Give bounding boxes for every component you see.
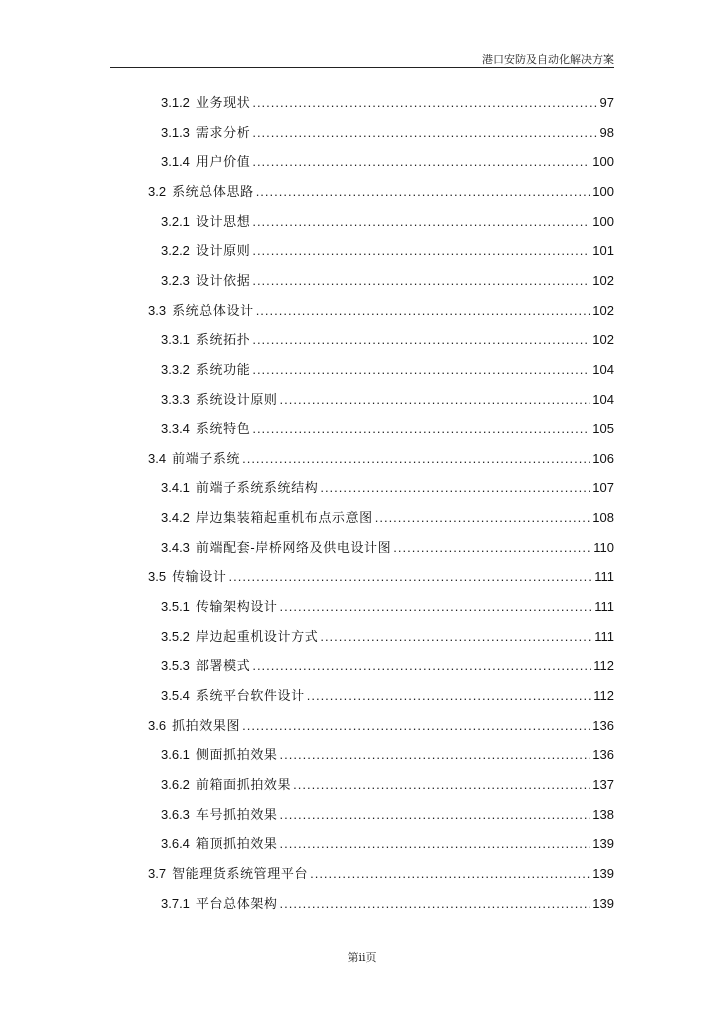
toc-entry-number: 3.2 <box>148 184 167 199</box>
toc-entry-title: 前端子系统 <box>172 451 241 466</box>
toc-entry[interactable] <box>161 834 614 854</box>
toc-dot-leader <box>307 686 592 706</box>
toc-entry[interactable] <box>148 567 614 587</box>
toc-entry-number: 3.2.1 <box>161 214 190 229</box>
toc-entry-title: 传输架构设计 <box>195 599 278 614</box>
toc-entry-number: 3.3.2 <box>161 362 190 377</box>
toc-dot-leader <box>252 123 597 143</box>
toc-entry-page: 139 <box>592 836 614 851</box>
toc-entry-page: 138 <box>592 807 614 822</box>
toc-entry-title: 系统总体设计 <box>172 303 254 318</box>
toc-entry-number: 3.4.3 <box>161 540 190 555</box>
toc-entry[interactable] <box>161 212 614 232</box>
toc-entry[interactable] <box>161 805 614 825</box>
toc-dot-leader <box>252 360 590 380</box>
toc-dot-leader <box>252 656 591 676</box>
toc-entry[interactable] <box>161 241 614 261</box>
toc-entry-title: 智能理货系统管理平台 <box>172 866 309 881</box>
toc-entry-page: 102 <box>592 332 614 347</box>
toc-entry-title: 需求分析 <box>195 125 251 140</box>
toc-dot-leader <box>252 241 590 261</box>
toc-entry-title: 传输设计 <box>172 569 227 584</box>
toc-entry[interactable] <box>161 538 614 558</box>
toc-entry-title: 车号抓拍效果 <box>195 807 278 822</box>
toc-entry[interactable] <box>161 390 614 410</box>
toc-dot-leader <box>252 93 597 113</box>
toc-dot-leader <box>280 597 593 617</box>
toc-entry-title: 前端配套-岸桥网络及供电设计图 <box>195 540 392 555</box>
toc-entry[interactable] <box>161 775 614 795</box>
toc-entry-page: 136 <box>592 747 614 762</box>
toc-entry[interactable] <box>161 123 614 143</box>
toc-dot-leader <box>252 152 590 172</box>
toc-entry-number: 3.3.4 <box>161 421 190 436</box>
toc-entry-page: 136 <box>592 718 614 733</box>
toc-entry-title: 前箱面抓拍效果 <box>195 777 292 792</box>
toc-dot-leader <box>393 538 591 558</box>
toc-entry[interactable] <box>161 627 614 647</box>
toc-entry-number: 3.5.3 <box>161 658 190 673</box>
toc-entry[interactable] <box>161 152 614 172</box>
toc-entry-page: 112 <box>593 688 614 703</box>
toc-entry[interactable] <box>161 745 614 765</box>
toc-dot-leader <box>280 745 591 765</box>
toc-entry-number: 3.6.3 <box>161 807 190 822</box>
toc-entry[interactable] <box>148 864 614 884</box>
toc-entry-title: 系统设计原则 <box>195 392 278 407</box>
toc-entry[interactable] <box>148 716 614 736</box>
toc-entry-page: 105 <box>592 421 614 436</box>
toc-entry-title: 系统平台软件设计 <box>195 688 305 703</box>
toc-entry-title: 部署模式 <box>195 658 251 673</box>
toc-entry[interactable] <box>161 656 614 676</box>
toc-entry-number: 3.6.1 <box>161 747 190 762</box>
toc-entry-page: 100 <box>592 184 614 199</box>
toc-entry-page: 102 <box>592 303 614 318</box>
toc-dot-leader <box>242 716 590 736</box>
toc-dot-leader <box>280 834 591 854</box>
toc-entry-page: 98 <box>599 125 614 140</box>
toc-entry-number: 3.3.3 <box>161 392 190 407</box>
toc-entry-number: 3.3 <box>148 303 167 318</box>
toc-dot-leader <box>242 449 590 469</box>
toc-entry-page: 139 <box>592 866 614 881</box>
toc-entry-number: 3.1.3 <box>161 125 190 140</box>
toc-entry-page: 111 <box>594 599 614 614</box>
toc-entry-title: 设计思想 <box>195 214 251 229</box>
page-number-footer: 第ii页 <box>347 951 377 964</box>
toc-entry-number: 3.4.2 <box>161 510 190 525</box>
toc-entry-title: 平台总体架构 <box>195 896 278 911</box>
toc-entry-title: 系统总体思路 <box>172 184 254 199</box>
toc-dot-leader <box>252 330 590 350</box>
toc-dot-leader <box>280 805 591 825</box>
toc-dot-leader <box>320 627 592 647</box>
toc-entry-page: 107 <box>592 480 614 495</box>
toc-entry[interactable] <box>161 894 614 914</box>
toc-entry-page: 111 <box>594 569 614 584</box>
toc-entry-number: 3.4.1 <box>161 480 190 495</box>
toc-entry-title: 设计依据 <box>195 273 251 288</box>
toc-entry[interactable] <box>161 508 614 528</box>
toc-entry-title: 岸边集装箱起重机布点示意图 <box>195 510 373 525</box>
toc-dot-leader <box>375 508 591 528</box>
toc-entry-title: 用户价值 <box>195 154 251 169</box>
toc-entry-page: 106 <box>592 451 614 466</box>
toc-dot-leader <box>280 894 591 914</box>
toc-dot-leader <box>280 390 591 410</box>
toc-entry-page: 139 <box>592 896 614 911</box>
toc-dot-leader <box>256 182 591 202</box>
toc-entry-page: 112 <box>593 658 614 673</box>
toc-entry-number: 3.6.2 <box>161 777 190 792</box>
toc-entry-number: 3.6.4 <box>161 836 190 851</box>
toc-entry-number: 3.1.4 <box>161 154 190 169</box>
running-header-title: 港口安防及自动化解决方案 <box>482 53 614 66</box>
toc-entry[interactable] <box>161 330 614 350</box>
toc-entry-page: 104 <box>592 392 614 407</box>
toc-entry-page: 108 <box>592 510 614 525</box>
toc-entry-number: 3.5 <box>148 569 167 584</box>
toc-dot-leader <box>310 864 590 884</box>
toc-entry[interactable] <box>161 93 614 113</box>
toc-entry-number: 3.1.2 <box>161 95 190 110</box>
toc-dot-leader <box>228 567 592 587</box>
toc-entry-number: 3.6 <box>148 718 167 733</box>
toc-entry[interactable] <box>161 686 614 706</box>
toc-dot-leader <box>252 271 590 291</box>
toc-entry-title: 设计原则 <box>195 243 251 258</box>
toc-entry-number: 3.7 <box>148 866 167 881</box>
toc-entry-title: 系统拓扑 <box>195 332 251 347</box>
toc-entry-page: 101 <box>592 243 614 258</box>
toc-entry[interactable] <box>161 597 614 617</box>
toc-entry-number: 3.2.3 <box>161 273 190 288</box>
toc-entry[interactable] <box>161 419 614 439</box>
toc-entry-page: 102 <box>592 273 614 288</box>
toc-entry-number: 3.5.1 <box>161 599 190 614</box>
toc-entry-title: 抓拍效果图 <box>172 718 241 733</box>
toc-entry[interactable] <box>148 182 614 202</box>
toc-entry-page: 97 <box>599 95 614 110</box>
toc-entry-page: 111 <box>594 629 614 644</box>
toc-entry-page: 110 <box>593 540 614 555</box>
toc-entry-number: 3.5.2 <box>161 629 190 644</box>
toc-dot-leader <box>293 775 590 795</box>
toc-entry-title: 系统功能 <box>195 362 251 377</box>
toc-dot-leader <box>252 419 590 439</box>
toc-entry-title: 系统特色 <box>195 421 251 436</box>
toc-entry-number: 3.5.4 <box>161 688 190 703</box>
toc-entry[interactable] <box>161 360 614 380</box>
toc-entry[interactable] <box>148 301 614 321</box>
toc-entry-page: 137 <box>592 777 614 792</box>
toc-entry-title: 业务现状 <box>195 95 251 110</box>
toc-dot-leader <box>252 212 590 232</box>
toc-entry-number: 3.7.1 <box>161 896 190 911</box>
toc-entry-title: 前端子系统系统结构 <box>195 480 319 495</box>
toc-entry-page: 100 <box>592 154 614 169</box>
toc-entry[interactable] <box>148 449 614 469</box>
toc-entry-page: 104 <box>592 362 614 377</box>
toc-entry-title: 箱顶抓拍效果 <box>195 836 278 851</box>
toc-dot-leader <box>320 478 590 498</box>
toc-dot-leader <box>256 301 591 321</box>
toc-entry-title: 岸边起重机设计方式 <box>195 629 319 644</box>
toc-entry-page: 100 <box>592 214 614 229</box>
toc-entry-number: 3.4 <box>148 451 167 466</box>
toc-entry[interactable] <box>161 271 614 291</box>
toc-entry-title: 侧面抓拍效果 <box>195 747 278 762</box>
toc-entry-number: 3.2.2 <box>161 243 190 258</box>
toc-entry[interactable] <box>161 478 614 498</box>
toc-entry-number: 3.3.1 <box>161 332 190 347</box>
